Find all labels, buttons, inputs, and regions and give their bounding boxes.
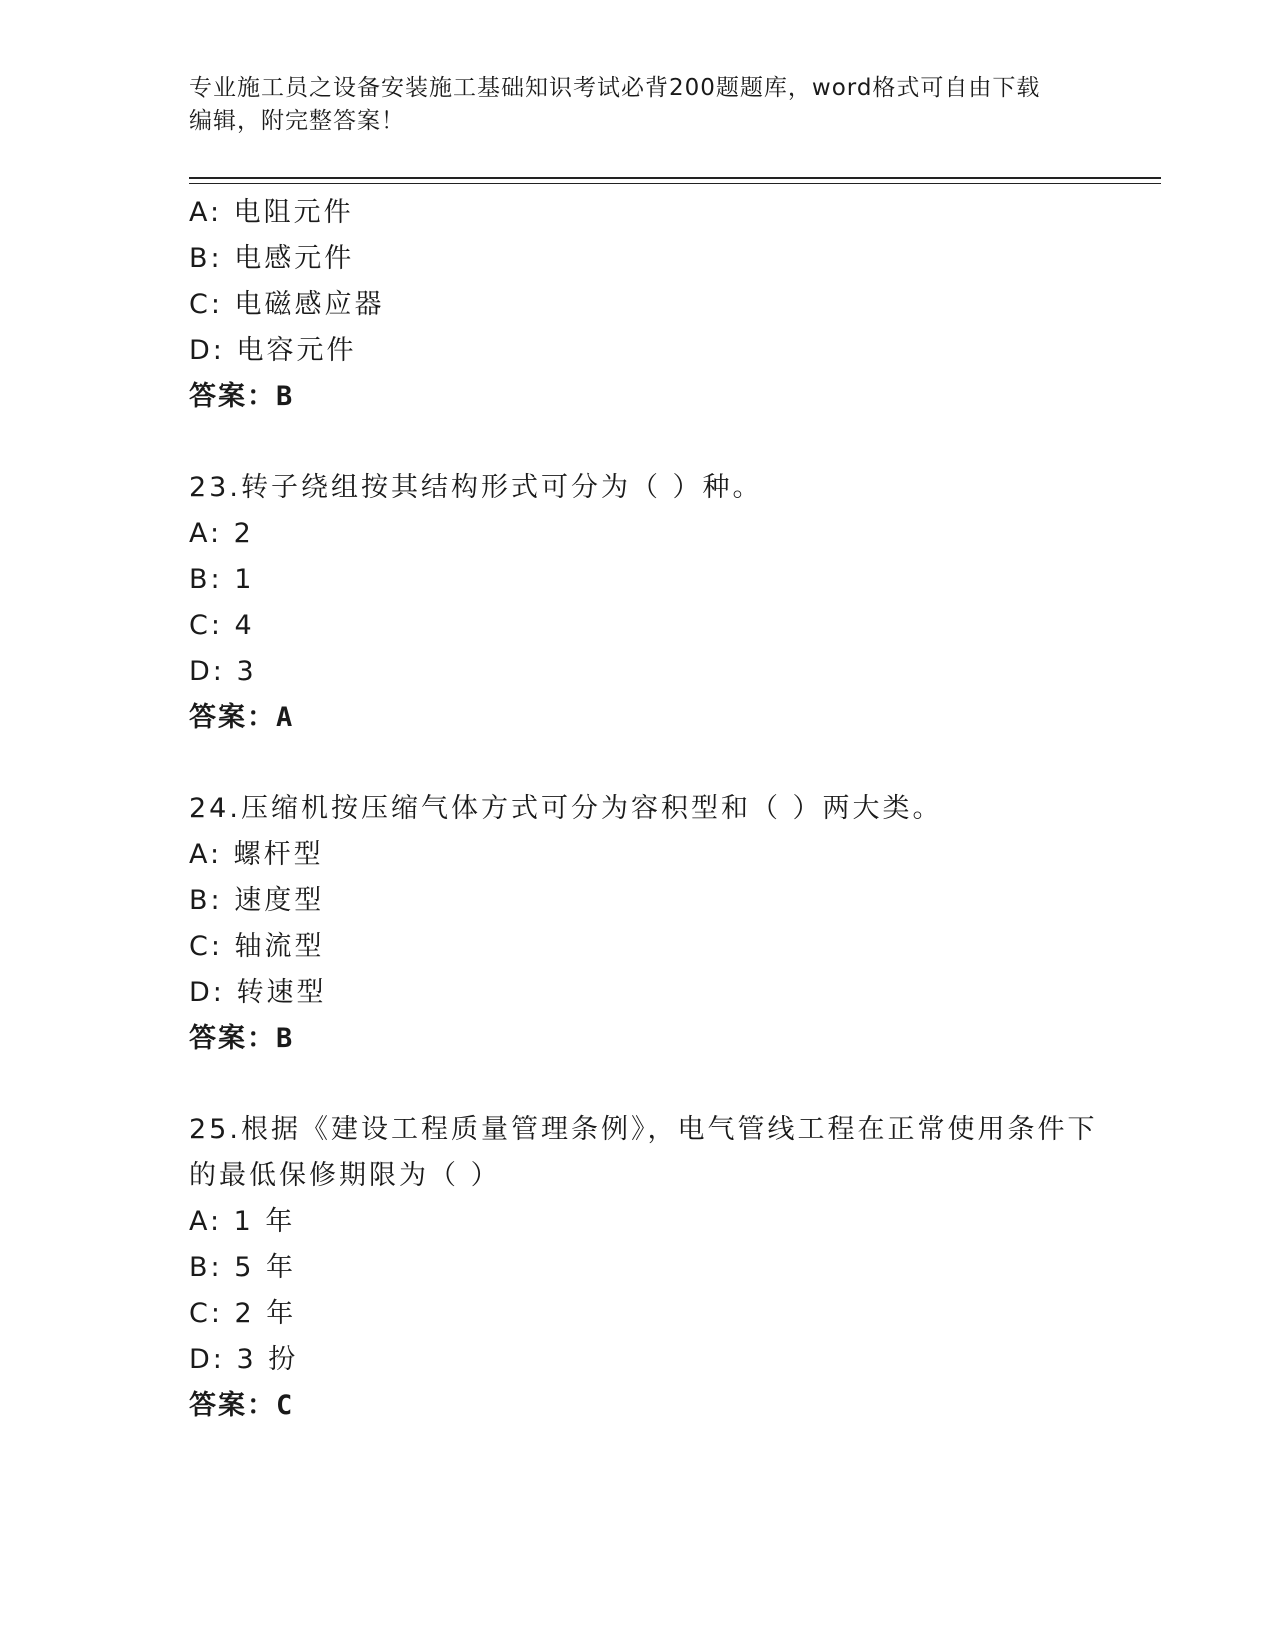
answer-line bbox=[189, 1383, 1129, 1429]
option-d: D: 转速型 bbox=[189, 977, 327, 1008]
question-stem-line-2: 的最低保修期限为（ ） bbox=[189, 1160, 501, 1191]
question-list bbox=[189, 190, 1129, 1429]
answer-label: 答案： bbox=[189, 702, 276, 733]
answer-line bbox=[189, 374, 1129, 420]
option-a: A: 1 年 bbox=[189, 1206, 296, 1237]
answer-label: 答案： bbox=[189, 381, 276, 412]
header-divider-thick bbox=[189, 177, 1161, 179]
option-c: C: 4 bbox=[189, 610, 255, 641]
question-block-23 bbox=[189, 465, 1129, 741]
answer-line bbox=[189, 695, 1129, 741]
option-c: C: 电磁感应器 bbox=[189, 289, 385, 320]
option-b: B: 5 年 bbox=[189, 1252, 296, 1283]
option-a: A: 电阻元件 bbox=[189, 197, 354, 228]
header-line-2: 编辑，附完整答案！ bbox=[189, 108, 405, 134]
question-stem: 24.压缩机按压缩气体方式可分为容积型和（ ）两大类。 bbox=[189, 793, 943, 824]
option-a: A: 螺杆型 bbox=[189, 839, 324, 870]
option-c: C: 2 年 bbox=[189, 1298, 297, 1329]
answer-line bbox=[189, 1016, 1129, 1062]
question-stem: 23.转子绕组按其结构形式可分为（ ）种。 bbox=[189, 472, 763, 503]
answer-value: A bbox=[276, 702, 295, 733]
header-divider-thin bbox=[189, 183, 1161, 184]
option-a: A: 2 bbox=[189, 518, 254, 549]
question-block-25 bbox=[189, 1107, 1129, 1429]
question-stem-line-1: 25.根据《建设工程质量管理条例》，电气管线工程在正常使用条件下 bbox=[189, 1114, 1098, 1145]
question-block-24 bbox=[189, 786, 1129, 1062]
option-d: D: 3 扮 bbox=[189, 1344, 299, 1375]
answer-label: 答案： bbox=[189, 1390, 276, 1421]
header-line-1: 专业施工员之设备安装施工基础知识考试必背200题题库，word格式可自由下载 bbox=[189, 75, 1041, 101]
option-d: D: 电容元件 bbox=[189, 335, 357, 366]
option-b: B: 1 bbox=[189, 564, 255, 595]
answer-value: B bbox=[276, 381, 295, 412]
option-c: C: 轴流型 bbox=[189, 931, 325, 962]
option-d: D: 3 bbox=[189, 656, 257, 687]
question-block-22 bbox=[189, 190, 1129, 420]
document-header bbox=[189, 72, 1089, 138]
option-b: B: 电感元件 bbox=[189, 243, 355, 274]
answer-value: C bbox=[276, 1390, 295, 1421]
option-b: B: 速度型 bbox=[189, 885, 325, 916]
answer-label: 答案： bbox=[189, 1023, 276, 1054]
answer-value: B bbox=[276, 1023, 295, 1054]
